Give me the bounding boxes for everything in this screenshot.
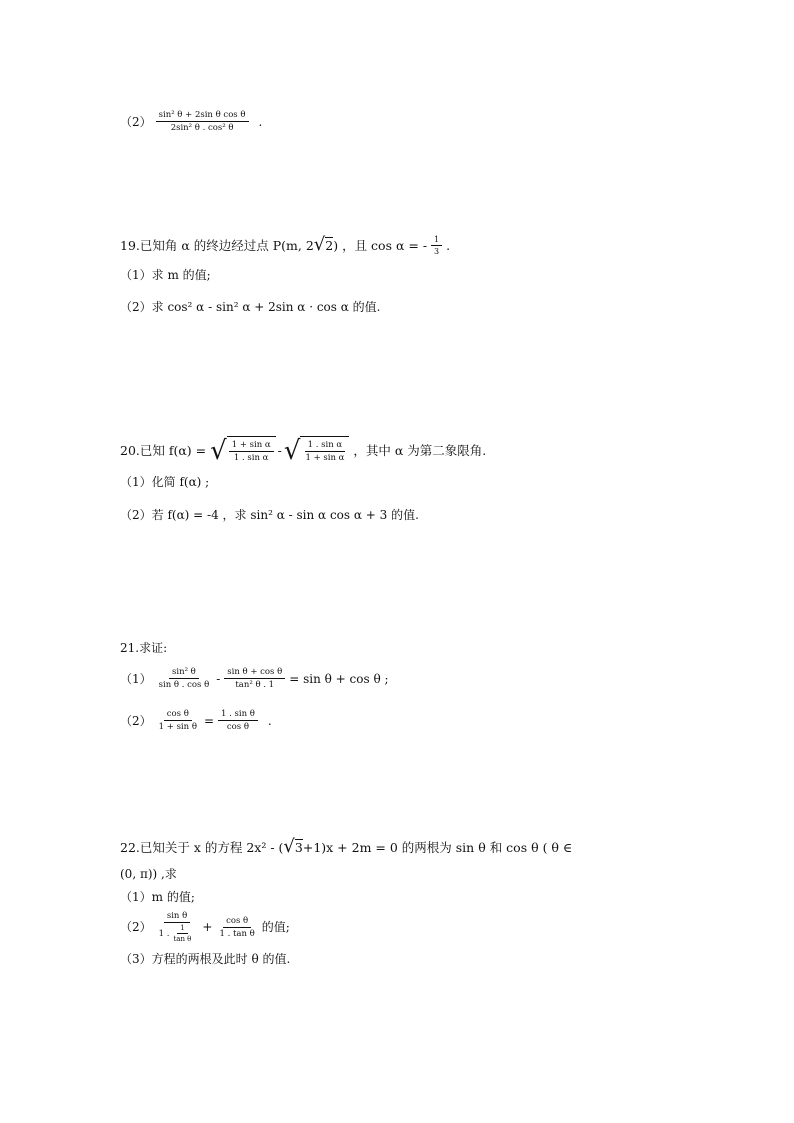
q19-part2: （2）求 cos² α - sin² α + 2sin α · cos α 的值. <box>120 300 381 314</box>
q22-part2-end: 的值; <box>261 920 290 934</box>
q21-stem: 21.求证: <box>120 641 168 655</box>
q19-stem-text-b: ) ，且 cos α = - <box>333 237 428 253</box>
fraction-numerator: sin² θ + 2sin θ cos θ <box>156 110 249 122</box>
equals-sign: = <box>203 713 215 728</box>
q21-part2 <box>120 709 272 732</box>
q19-part1: （1）求 m 的值; <box>120 268 211 282</box>
q22-part2-label: （2） <box>120 920 152 934</box>
q22-stem-cont: (0, π)) ,求 <box>120 867 177 881</box>
fraction-denominator: sin θ . cos θ <box>158 680 210 690</box>
fraction-numerator: 1 + sin α <box>229 440 274 452</box>
q22-stem-text-b: +1)x + 2m = 0 的两根为 sin θ 和 cos θ ( θ ∈ <box>302 839 573 855</box>
fraction-denominator <box>156 923 199 943</box>
fraction-numerator: sin θ + cos θ <box>224 667 285 679</box>
q22-part3: （3）方程的两根及此时 θ 的值. <box>120 952 291 966</box>
q18-part2 <box>120 110 262 133</box>
fraction-denominator: 3 <box>434 247 440 256</box>
q18-part2-fraction <box>156 110 249 133</box>
q22-stem <box>120 836 573 857</box>
fraction-numerator: 1 . sin α <box>305 440 346 452</box>
fraction-numerator: 1 . sin θ <box>218 709 258 721</box>
q20-sqrt1-fraction <box>229 440 274 463</box>
fraction-denominator: 1 + sin α <box>305 453 345 463</box>
period: . <box>446 237 451 253</box>
q21-part2-label: （2） <box>120 713 152 728</box>
q18-part2-label: （2） <box>120 114 152 129</box>
fraction-numerator: sin θ <box>164 911 190 923</box>
q22-part2-fraction2 <box>216 916 257 939</box>
q19-stem-text-a: 19.已知角 α 的终边经过点 P(m, 2 <box>120 237 314 253</box>
denominator-text: 1 . <box>158 928 170 939</box>
fraction-numerator: 1 <box>177 924 187 934</box>
q19-fraction <box>431 235 442 256</box>
q21-part1-rhs: = sin θ + cos θ ; <box>289 671 389 686</box>
fraction-denominator: 1 . tan θ <box>219 928 255 939</box>
q22-stem-text-a: 22.已知关于 x 的方程 2x² - ( <box>120 839 284 855</box>
period: . <box>267 713 272 728</box>
sqrt-symbol: √ $\frac{\text{1 + sin α}}{\text{1 . sin α}}$ <box>210 436 276 466</box>
q20-stem-text-b: ，其中 α 为第二象限角. <box>353 443 487 458</box>
fraction-denominator: 1 + sin θ <box>158 722 197 732</box>
q22-part1: （1）m 的值; <box>120 890 195 904</box>
sqrt-body: 3 <box>294 840 303 855</box>
minus-sign: - <box>277 443 282 458</box>
q19-stem <box>120 235 450 256</box>
q21-part1-fraction2 <box>224 667 285 690</box>
q20-part1: （1）化简 f(α) ; <box>120 475 210 489</box>
fraction-denominator: 1 . sin α <box>233 453 269 463</box>
plus-sign: + <box>202 920 213 934</box>
minus-sign: - <box>216 671 221 686</box>
q21-part1 <box>120 667 389 690</box>
fraction-denominator: 2sin² θ . cos² θ <box>170 123 234 133</box>
q21-part2-fraction2 <box>218 709 258 732</box>
fraction-denominator: tan² θ . 1 <box>235 680 275 690</box>
period: . <box>258 114 263 129</box>
sqrt-symbol: √ 2 <box>313 234 334 255</box>
q20-stem <box>120 436 486 466</box>
sqrt-symbol: √ 3 <box>283 836 303 857</box>
fraction-numerator: 1 <box>431 235 442 246</box>
q20-part2: （2）若 f(α) = -4 ，求 sin² α - sin α cos α + 3 的值. <box>120 508 419 522</box>
nested-fraction <box>170 924 194 943</box>
q22-part2-fraction1 <box>156 911 199 943</box>
q21-part2-fraction1 <box>156 709 200 732</box>
sqrt-symbol: √ $\frac{\text{1 . sin α}}{\text{1 + sin α}}$ <box>284 436 350 466</box>
fraction-numerator: cos θ <box>164 709 192 721</box>
q20-sqrt2-fraction <box>302 440 347 463</box>
fraction-numerator: cos θ <box>223 916 251 928</box>
sqrt-body: 2 <box>325 238 334 253</box>
fraction-numerator: sin² θ <box>169 667 199 679</box>
fraction-denominator: tan θ <box>173 935 192 943</box>
q22-part2 <box>120 911 290 943</box>
q21-part1-fraction1 <box>156 667 213 690</box>
q21-part1-label: （1） <box>120 671 152 686</box>
q20-stem-text-a: 20.已知 f(α) = <box>120 443 207 458</box>
fraction-denominator: cos θ <box>226 722 249 732</box>
